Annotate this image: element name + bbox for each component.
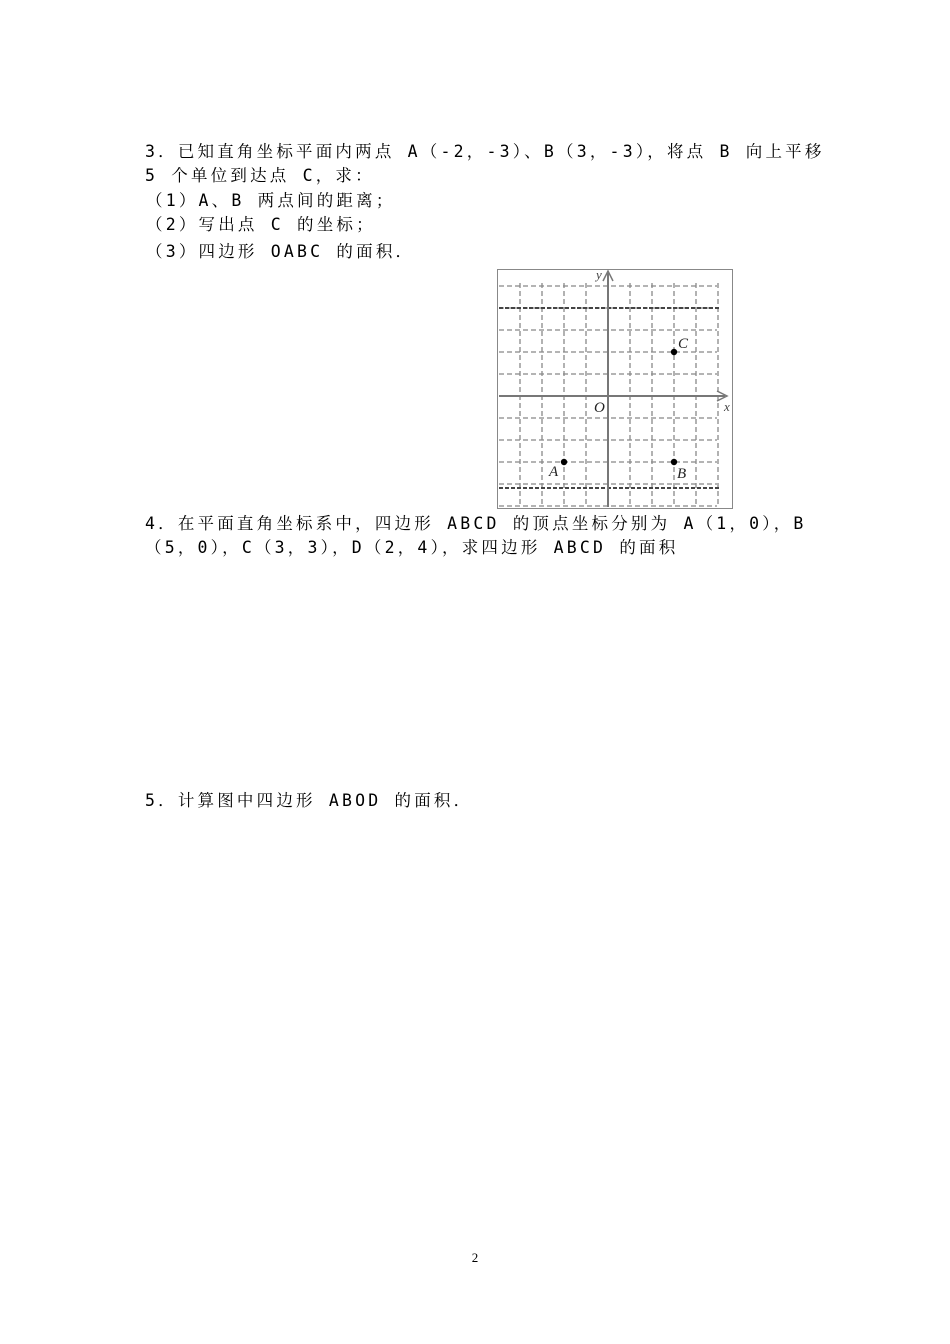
point-a-dot	[561, 459, 567, 465]
coordinate-grid-svg	[497, 269, 733, 509]
figure-frame	[498, 270, 733, 509]
x-axis-label: x	[724, 399, 730, 414]
q4-line-1: 4．在平面直角坐标系中，四边形 ABCD 的顶点坐标分别为 A（1，0），B	[145, 514, 807, 533]
origin-label: O	[594, 400, 605, 416]
page-number: 2	[471, 1250, 479, 1265]
point-b-label: B	[677, 466, 687, 482]
q4-line-2: （5，0），C（3，3），D（2，4），求四边形 ABCD 的面积	[145, 538, 679, 557]
point-b-dot	[671, 459, 677, 465]
q3-sub-2: （2）写出点 C 的坐标；	[146, 215, 376, 234]
point-a-label: A	[549, 464, 559, 480]
q5-line-1: 5．计算图中四边形 ABOD 的面积．	[145, 791, 474, 810]
q3-sub-1: （1）A、B 两点间的距离；	[146, 191, 396, 210]
q3-line-1: 3．已知直角坐标平面内两点 A（-2，-3）、B（3，-3），将点 B 向上平移	[145, 142, 825, 161]
coordinate-grid-figure	[497, 269, 733, 509]
q3-line-2: 5 个单位到达点 C，求：	[145, 166, 375, 185]
point-c-label: C	[678, 336, 689, 352]
point-c-dot	[671, 349, 677, 355]
y-axis-label: y	[596, 269, 602, 282]
q3-sub-3: （3）四边形 OABC 的面积．	[146, 242, 416, 261]
